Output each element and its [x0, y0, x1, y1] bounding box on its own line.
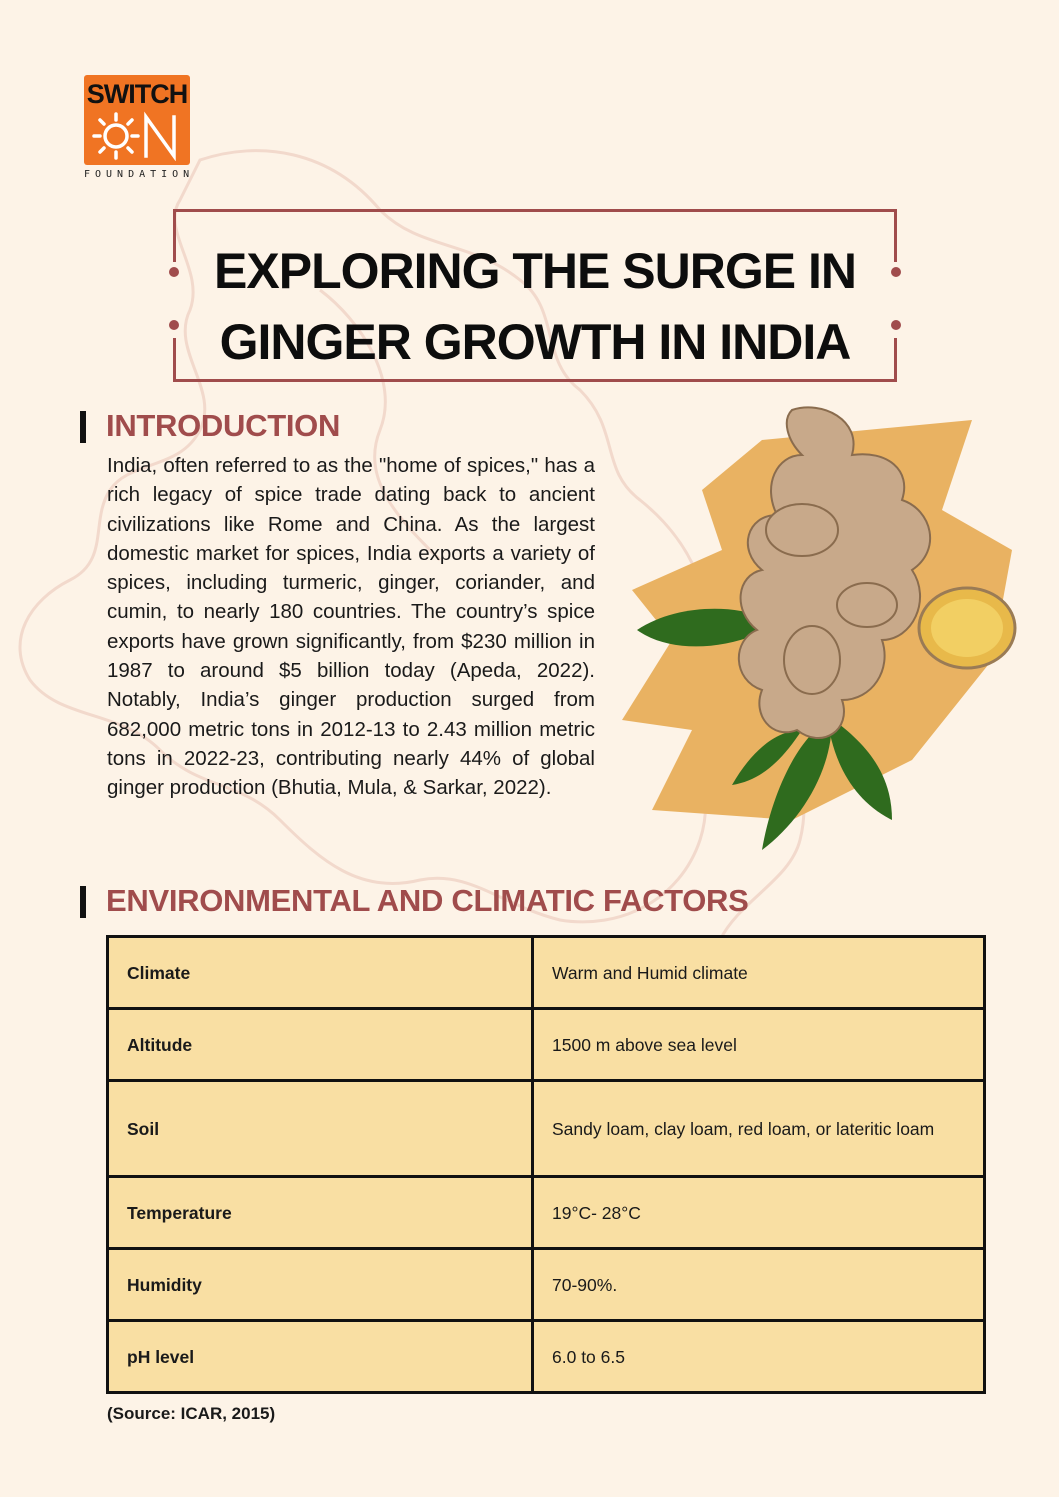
factor-value: 19°C- 28°C	[533, 1177, 985, 1249]
factor-name: Climate	[108, 937, 533, 1009]
introduction-heading: INTRODUCTION	[106, 408, 341, 443]
logo-switch-text: SWITCH	[86, 79, 188, 109]
logo-foundation-text: FOUNDATION	[84, 169, 195, 180]
table-source-note: (Source: ICAR, 2015)	[107, 1404, 276, 1423]
title-frame	[173, 209, 897, 382]
factor-value: 1500 m above sea level	[533, 1009, 985, 1081]
page-title	[176, 236, 894, 378]
table-row	[108, 1081, 985, 1177]
logo-sun-on-mark	[90, 111, 184, 161]
section-marker	[80, 886, 86, 918]
table-row	[108, 1321, 985, 1393]
table-row	[108, 937, 985, 1009]
table-row	[108, 1177, 985, 1249]
factor-value: 6.0 to 6.5	[533, 1321, 985, 1393]
factor-name: Humidity	[108, 1249, 533, 1321]
factor-name: Altitude	[108, 1009, 533, 1081]
introduction-paragraph: India, often referred to as the "home of spices," has a rich legacy of spice trade dating back to ancient civilizations like Rome and China. As the largest domestic market for spices, India exports a variety of spices, including turmeric, ginger, coriander, and cumin, to nearly 180 countries. The country’s spice exports have grown significantly, from $230 million in 1987 to around $5 billion today (Apeda, 2022). Notably, India’s ginger production surged from 682,000 metric tons in 2012-13 to 2.43 million metric tons in 2022-23, contributing nearly 44% of global ginger production (Bhutia, Mula, & Sarkar, 2022).	[107, 454, 595, 800]
factor-name: Soil	[108, 1081, 533, 1177]
logo-badge	[84, 75, 190, 165]
factor-name: Temperature	[108, 1177, 533, 1249]
climatic-factors-table	[106, 935, 986, 1394]
title-line-2: GINGER GROWTH IN INDIA	[219, 314, 851, 370]
table-row	[108, 1249, 985, 1321]
section-marker	[80, 411, 86, 443]
factor-value: Warm and Humid climate	[533, 937, 985, 1009]
environment-heading: ENVIRONMENTAL AND CLIMATIC FACTORS	[106, 883, 749, 918]
factor-name: pH level	[108, 1321, 533, 1393]
table-row	[108, 1009, 985, 1081]
title-line-1: EXPLORING THE SURGE IN	[214, 243, 856, 299]
factor-value: 70-90%.	[533, 1249, 985, 1321]
factor-value: Sandy loam, clay loam, red loam, or lateritic loam	[533, 1081, 985, 1177]
ginger-root-illustration	[612, 400, 1022, 860]
switch-on-logo	[84, 75, 195, 180]
